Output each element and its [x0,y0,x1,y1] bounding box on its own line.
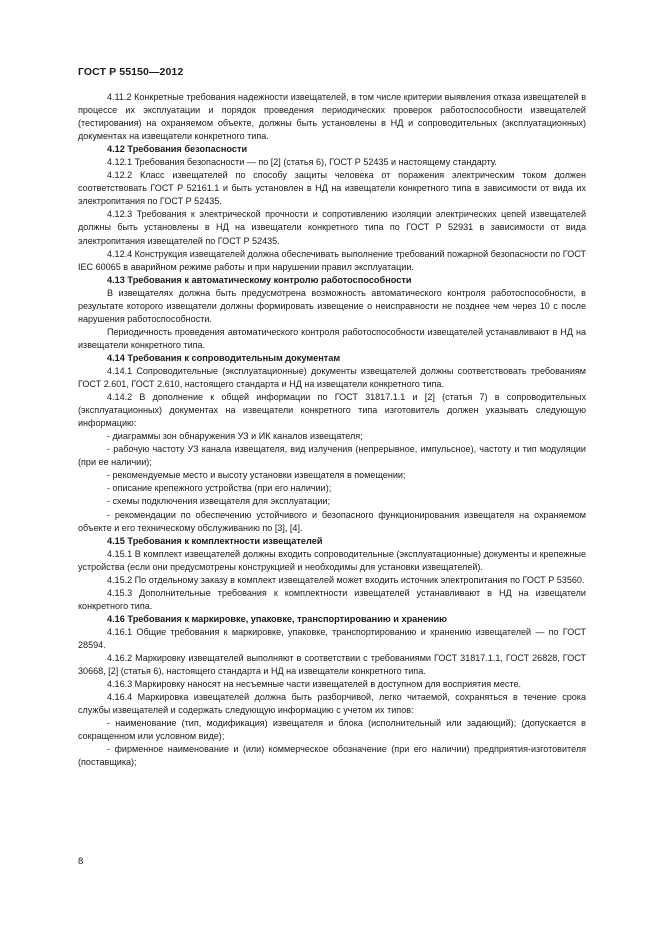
paragraph-4-16-3: 4.16.3 Маркировку наносят на несъемные части извещателей в доступном для восприятия месте. [107,679,522,690]
section-heading-4-14: 4.14 Требования к сопроводительным документам [107,352,341,363]
paragraph-4-14-1: 4.14.1 Сопроводительные (эксплуатационные) документы извещателей должны соответствовать требованиям ГОСТ 2.601, ГОСТ 2.610, настоящего стандарта и НД на извещатели конкретного типа. [78,365,586,390]
paragraph-4-16-4: 4.16.4 Маркировка извещателей должна быть разборчивой, легко читаемой, сохраняться в течение срока службы извещателей и содержать следующую информацию с учетом их типов: [78,692,586,716]
paragraph-4-12-3: 4.12.3 Требования к электрической прочности и сопротивлению изоляции электрических цепей извещателей должны быть установлены в НД на извещатели конкретного типа по ГОСТ Р 52931 в зависимости от вида электропитания извещателей по ГОСТ Р 52435. [78,209,586,246]
list-item: - диаграммы зон обнаружения УЗ и ИК каналов извещателя; [107,431,363,442]
document-header: ГОСТ Р 55150—2012 [78,66,184,78]
document-body [78,91,586,769]
section-heading-4-15: 4.15 Требования к комплектности извещателей [107,535,323,546]
paragraph-4-16-1: 4.16.1 Общие требования к маркировке, упаковке, транспортированию и хранению извещателей — по ГОСТ 28594. [78,626,586,650]
paragraph-4-14-2: 4.14.2 В дополнение к общей информации по ГОСТ 31817.1.1 и [2] (статья 7) в сопроводительных (эксплуатационных) документах на извещатели конкретного типа изготовитель должен указывать следующую информацию: [78,392,586,429]
section-heading-4-16: 4.16 Требования к маркировке, упаковке, транспортированию и хранению [107,613,447,624]
list-item: - рекомендуемые место и высоту установки извещателя в помещении; [107,470,406,481]
list-item: - наименование (тип, модификация) извещателя и блока (исполнительный или задающий); (допускается в сокращенном или условном виде); [78,718,586,742]
section-heading-4-13: 4.13 Требования к автоматическому контролю работоспособности [107,274,412,285]
section-heading-4-12: 4.12 Требования безопасности [107,144,248,155]
paragraph-4-15-2: 4.15.2 По отдельному заказу в комплект извещателей может входить источник электропитания по ГОСТ Р 53560. [107,574,585,585]
paragraph-4-12-1: 4.12.1 Требования безопасности — по [2] (статья 6), ГОСТ Р 52435 и настоящему стандарту. [107,157,497,168]
paragraph-4-15-3: 4.15.3 Дополнительные требования к комплектности извещателей устанавливают в НД на извещатели конкретного типа. [78,587,586,611]
paragraph-4-13-a: В извещателях должна быть предусмотрена возможность автоматического контроля работоспособности, в результате которого извещатели должны формировать извещение о неисправности не позднее чем через 10 с после нарушения работоспособности. [78,287,586,324]
paragraph-4-16-2: 4.16.2 Маркировку извещателей выполняют в соответствии с требованиями ГОСТ 31817.1.1, ГОСТ 26828, ГОСТ 30668, [2] (статья 6), настоящего стандарта и НД на извещатели конкретного типа. [78,653,586,677]
list-item: - фирменное наименование и (или) коммерческое обозначение (при его наличии) предприятия-изготовителя (поставщика); [78,744,586,768]
page-number: 8 [78,856,84,867]
paragraph-4-12-2: 4.12.2 Класс извещателей по способу защиты человека от поражения электрическим током должен соответствовать ГОСТ Р 52161.1 и быть установлен в НД на извещатели конкретного типа в зависимости от вида их электропитания по ГОСТ Р 52435. [78,170,586,207]
paragraph-4-11-2: 4.11.2 Конкретные требования надежности извещателей, в том числе критерии выявления отказа извещателей в процессе их эксплуатации и порядок проведения периодических проверок работоспособности извещателей (тестирования) на охраняемом объекте, должны быть установлены в НД и сопроводительных (эксплуатационных) документах на извещатели конкретного типа. [78,92,586,142]
paragraph-4-13-b: Периодичность проведения автоматического контроля работоспособности извещателей устанавливают в НД на извещатели конкретного типа. [78,326,586,350]
paragraph-4-15-1: 4.15.1 В комплект извещателей должны входить сопроводительные (эксплуатационные) документы и крепежные устройства (если они предусмотрены конструкцией и необходимы для установки извещателей). [78,548,586,572]
paragraph-4-12-4: 4.12.4 Конструкция извещателей должна обеспечивать выполнение требований пожарной безопасности по ГОСТ IEC 60065 в аварийном режиме работы и при нарушении правил эксплуатации. [78,248,586,272]
list-item: - рабочую частоту УЗ канала извещателя, вид излучения (непрерывное, импульсное), частоту и тип модуляции (при ее наличии); [78,444,586,468]
list-item: - схемы подключения извещателя для эксплуатации; [107,496,331,507]
list-item: - описание крепежного устройства (при его наличии); [107,483,332,494]
list-item: - рекомендации по обеспечению устойчивого и безопасного функционирования извещателя на охраняемом объекте и его техническому обслуживанию по [3], [4]. [78,509,586,533]
